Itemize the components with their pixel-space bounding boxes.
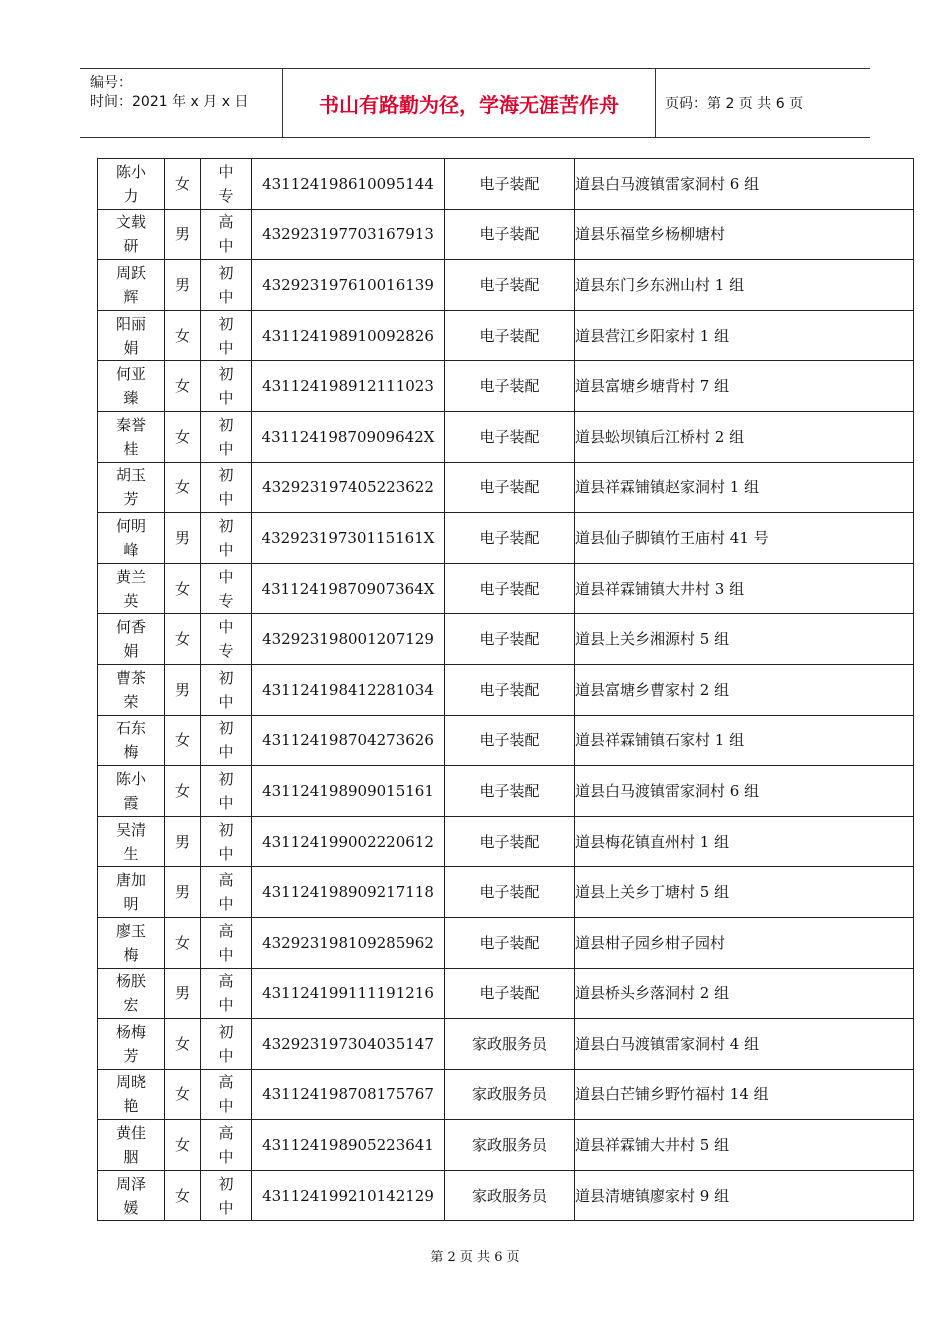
cell-edu: 初 中 (201, 260, 252, 311)
cell-id: 431124198610095144 (252, 159, 445, 210)
table-row (98, 260, 914, 311)
cell-addr: 道县富塘乡塘背村 7 组 (575, 361, 914, 412)
roster-body (98, 159, 914, 1221)
page-header (80, 68, 870, 138)
cell-sex: 女 (165, 766, 201, 817)
cell-job: 电子装配 (445, 513, 575, 564)
table-row (98, 766, 914, 817)
cell-name: 何亚 臻 (98, 361, 165, 412)
cell-sex: 女 (165, 1120, 201, 1171)
cell-id: 43112419870907364X (252, 563, 445, 614)
doc-number-label: 编号： (90, 75, 132, 91)
cell-addr: 道县祥霖铺镇石家村 1 组 (575, 715, 914, 766)
cell-addr: 道县梅花镇直州村 1 组 (575, 816, 914, 867)
cell-id: 432923197405223622 (252, 462, 445, 513)
cell-sex: 女 (165, 462, 201, 513)
cell-name: 黄佳 胭 (98, 1120, 165, 1171)
cell-edu: 高 中 (201, 867, 252, 918)
cell-addr: 道县上关乡丁塘村 5 组 (575, 867, 914, 918)
cell-name: 杨朕 宏 (98, 968, 165, 1019)
table-row (98, 867, 914, 918)
cell-job: 电子装配 (445, 462, 575, 513)
cell-job: 电子装配 (445, 614, 575, 665)
table-row (98, 968, 914, 1019)
cell-edu: 初 中 (201, 411, 252, 462)
cell-addr: 道县白马渡镇雷家洞村 6 组 (575, 766, 914, 817)
doc-date: 时间：2021 年 x 月 x 日 (90, 94, 249, 110)
cell-job: 电子装配 (445, 209, 575, 260)
cell-id: 431124198704273626 (252, 715, 445, 766)
cell-id: 432923197703167913 (252, 209, 445, 260)
cell-addr: 道县清塘镇廖家村 9 组 (575, 1170, 914, 1221)
cell-edu: 高 中 (201, 968, 252, 1019)
cell-sex: 女 (165, 159, 201, 210)
cell-job: 电子装配 (445, 766, 575, 817)
cell-id: 432923198109285962 (252, 917, 445, 968)
cell-addr: 道县上关乡湘源村 5 组 (575, 614, 914, 665)
table-row (98, 1069, 914, 1120)
cell-id: 431124199210142129 (252, 1170, 445, 1221)
cell-edu: 中 专 (201, 159, 252, 210)
table-row (98, 1170, 914, 1221)
table-row (98, 563, 914, 614)
cell-id: 432923198001207129 (252, 614, 445, 665)
cell-name: 阳丽 娟 (98, 310, 165, 361)
cell-edu: 初 中 (201, 664, 252, 715)
cell-job: 电子装配 (445, 411, 575, 462)
cell-id: 431124198909217118 (252, 867, 445, 918)
cell-addr: 道县蚣坝镇后江桥村 2 组 (575, 411, 914, 462)
cell-sex: 男 (165, 968, 201, 1019)
cell-sex: 女 (165, 361, 201, 412)
cell-sex: 男 (165, 867, 201, 918)
cell-name: 何香 娟 (98, 614, 165, 665)
cell-edu: 初 中 (201, 361, 252, 412)
cell-name: 何明 峰 (98, 513, 165, 564)
cell-edu: 初 中 (201, 462, 252, 513)
cell-job: 电子装配 (445, 867, 575, 918)
cell-name: 曹茶 荣 (98, 664, 165, 715)
cell-id: 431124198912111023 (252, 361, 445, 412)
table-row (98, 1120, 914, 1171)
cell-edu: 初 中 (201, 1170, 252, 1221)
cell-name: 廖玉 梅 (98, 917, 165, 968)
cell-name: 唐加 明 (98, 867, 165, 918)
cell-edu: 中 专 (201, 614, 252, 665)
cell-job: 电子装配 (445, 917, 575, 968)
cell-job: 电子装配 (445, 159, 575, 210)
cell-addr: 道县柑子园乡柑子园村 (575, 917, 914, 968)
table-row (98, 310, 914, 361)
cell-sex: 女 (165, 1019, 201, 1070)
cell-sex: 女 (165, 563, 201, 614)
cell-id: 43292319730115161X (252, 513, 445, 564)
cell-name: 陈小 力 (98, 159, 165, 210)
cell-sex: 男 (165, 816, 201, 867)
cell-job: 电子装配 (445, 816, 575, 867)
roster-table (97, 158, 914, 1221)
cell-name: 周跃 辉 (98, 260, 165, 311)
cell-addr: 道县白马渡镇雷家洞村 4 组 (575, 1019, 914, 1070)
cell-sex: 男 (165, 513, 201, 564)
cell-addr: 道县东门乡东洲山村 1 组 (575, 260, 914, 311)
cell-job: 电子装配 (445, 361, 575, 412)
table-row (98, 159, 914, 210)
cell-id: 432923197304035147 (252, 1019, 445, 1070)
cell-job: 电子装配 (445, 310, 575, 361)
table-row (98, 1019, 914, 1070)
cell-addr: 道县乐福堂乡杨柳塘村 (575, 209, 914, 260)
cell-sex: 男 (165, 260, 201, 311)
cell-id: 431124198708175767 (252, 1069, 445, 1120)
table-row (98, 361, 914, 412)
cell-id: 431124198905223641 (252, 1120, 445, 1171)
cell-addr: 道县富塘乡曹家村 2 组 (575, 664, 914, 715)
cell-edu: 高 中 (201, 209, 252, 260)
cell-job: 电子装配 (445, 968, 575, 1019)
table-row (98, 664, 914, 715)
cell-name: 吴清 生 (98, 816, 165, 867)
cell-job: 家政服务员 (445, 1019, 575, 1070)
cell-id: 431124199002220612 (252, 816, 445, 867)
cell-addr: 道县祥霖铺大井村 5 组 (575, 1120, 914, 1171)
cell-id: 431124198909015161 (252, 766, 445, 817)
cell-sex: 女 (165, 715, 201, 766)
cell-job: 电子装配 (445, 664, 575, 715)
cell-id: 431124198910092826 (252, 310, 445, 361)
cell-edu: 高 中 (201, 1069, 252, 1120)
cell-addr: 道县祥霖铺镇大井村 3 组 (575, 563, 914, 614)
cell-job: 家政服务员 (445, 1170, 575, 1221)
header-page-number: 页码：第 2 页 共 6 页 (665, 96, 804, 112)
cell-edu: 初 中 (201, 1019, 252, 1070)
cell-name: 石东 梅 (98, 715, 165, 766)
cell-edu: 中 专 (201, 563, 252, 614)
cell-id: 432923197610016139 (252, 260, 445, 311)
cell-sex: 女 (165, 917, 201, 968)
cell-edu: 初 中 (201, 766, 252, 817)
cell-name: 文载 研 (98, 209, 165, 260)
cell-sex: 女 (165, 1069, 201, 1120)
cell-name: 黄兰 英 (98, 563, 165, 614)
table-row (98, 816, 914, 867)
cell-name: 周泽 媛 (98, 1170, 165, 1221)
cell-addr: 道县白芒铺乡野竹福村 14 组 (575, 1069, 914, 1120)
cell-edu: 初 中 (201, 513, 252, 564)
cell-edu: 初 中 (201, 816, 252, 867)
cell-addr: 道县营江乡阳家村 1 组 (575, 310, 914, 361)
table-row (98, 411, 914, 462)
cell-name: 周晓 艳 (98, 1069, 165, 1120)
cell-addr: 道县仙子脚镇竹王庙村 41 号 (575, 513, 914, 564)
cell-sex: 女 (165, 614, 201, 665)
cell-addr: 道县白马渡镇雷家洞村 6 组 (575, 159, 914, 210)
cell-edu: 高 中 (201, 917, 252, 968)
cell-edu: 高 中 (201, 1120, 252, 1171)
cell-name: 陈小 霞 (98, 766, 165, 817)
table-row (98, 614, 914, 665)
cell-id: 43112419870909642X (252, 411, 445, 462)
cell-sex: 女 (165, 1170, 201, 1221)
cell-name: 杨梅 芳 (98, 1019, 165, 1070)
table-row (98, 715, 914, 766)
header-motto: 书山有路勤为径，学海无涯苦作舟 (283, 69, 656, 137)
table-row (98, 209, 914, 260)
cell-id: 431124199111191216 (252, 968, 445, 1019)
cell-sex: 男 (165, 209, 201, 260)
cell-addr: 道县桥头乡落洞村 2 组 (575, 968, 914, 1019)
cell-sex: 男 (165, 664, 201, 715)
cell-sex: 女 (165, 310, 201, 361)
table-row (98, 917, 914, 968)
cell-job: 家政服务员 (445, 1069, 575, 1120)
cell-name: 胡玉 芳 (98, 462, 165, 513)
cell-job: 家政服务员 (445, 1120, 575, 1171)
cell-sex: 女 (165, 411, 201, 462)
cell-edu: 初 中 (201, 715, 252, 766)
table-row (98, 462, 914, 513)
cell-job: 电子装配 (445, 715, 575, 766)
cell-addr: 道县祥霖铺镇赵家洞村 1 组 (575, 462, 914, 513)
cell-name: 秦誉 桂 (98, 411, 165, 462)
cell-job: 电子装配 (445, 260, 575, 311)
cell-job: 电子装配 (445, 563, 575, 614)
cell-edu: 初 中 (201, 310, 252, 361)
table-row (98, 513, 914, 564)
page-footer: 第 2 页 共 6 页 (430, 1250, 520, 1265)
cell-id: 431124198412281034 (252, 664, 445, 715)
header-meta (80, 69, 283, 137)
